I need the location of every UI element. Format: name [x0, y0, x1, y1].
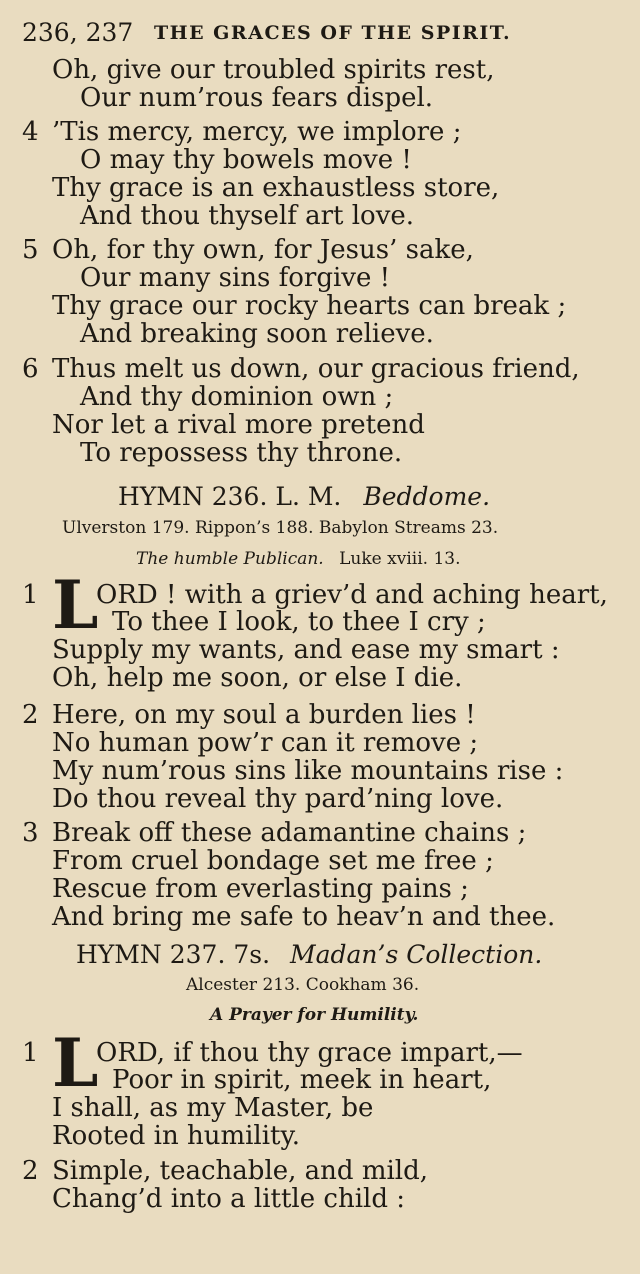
running-title: THE GRACES OF THE SPIRIT.	[154, 22, 512, 44]
verse-line: Break off these adamantine chains ;	[52, 818, 527, 848]
hymn-number-meter: HYMN 236. L. M.	[118, 482, 342, 511]
verse-line: Supply my wants, and ease my smart :	[52, 635, 560, 665]
tune-list: Alcester 213. Cookham 36.	[186, 975, 420, 995]
hymn-subject	[136, 551, 460, 568]
verse-line: Thy grace is an exhaustless store,	[52, 173, 500, 203]
verse-line: Chang’d into a little child :	[52, 1184, 405, 1214]
verse-line: Oh, help me soon, or else I die.	[52, 663, 463, 693]
verse-line: No human pow’r can it remove ;	[52, 728, 479, 758]
verse-number: 2	[22, 700, 39, 730]
verse-line: And breaking soon relieve.	[80, 319, 434, 349]
verse-line: I shall, as my Master, be	[52, 1093, 374, 1123]
tune-list: Ulverston 179. Rippon’s 188. Babylon Streams 23.	[62, 518, 499, 538]
hymn-author: Beddome.	[363, 482, 491, 511]
verse-line: And thy dominion own ;	[80, 382, 394, 412]
verse-number: 1	[22, 580, 39, 610]
verse-line: Here, on my soul a burden lies !	[52, 700, 476, 730]
verse-line: To repossess thy throne.	[80, 438, 403, 468]
verse-line: ’Tis mercy, mercy, we implore ;	[52, 117, 462, 147]
verse-line: ORD ! with a griev’d and aching heart,	[96, 580, 608, 610]
verse-number: 2	[22, 1156, 39, 1186]
verse-line: Nor let a rival more pretend	[52, 410, 425, 440]
verse-line: Rescue from everlasting pains ;	[52, 874, 469, 904]
hymn-title	[118, 484, 490, 509]
verse-line: My num’rous sins like mountains rise :	[52, 756, 564, 786]
verse-line: Simple, teachable, and mild,	[52, 1156, 429, 1186]
scripture-reference: Luke xviii. 13.	[339, 549, 461, 569]
verse-number: 6	[22, 354, 39, 384]
verse-number: 1	[22, 1038, 39, 1068]
hymn-subject: A Prayer for Humility.	[210, 1005, 419, 1025]
verse-line: Do thou reveal thy pard’ning love.	[52, 784, 504, 814]
verse-line: From cruel bondage set me free ;	[52, 846, 494, 876]
verse-line: Thy grace our rocky hearts can break ;	[52, 291, 567, 321]
verse-line: And bring me safe to heav’n and thee.	[52, 902, 556, 932]
hymn-title	[76, 942, 542, 967]
verse-number: 5	[22, 235, 39, 265]
verse-line: ORD, if thou thy grace impart,—	[96, 1038, 523, 1068]
verse-line: Thus melt us down, our gracious friend,	[52, 354, 580, 384]
verse-line: And thou thyself art love.	[80, 201, 415, 231]
verse-number: 3	[22, 818, 39, 848]
verse-line: To thee I look, to thee I cry ;	[112, 607, 486, 637]
drop-cap: L	[52, 1024, 99, 1102]
verse-line: O may thy bowels move !	[80, 145, 412, 175]
running-header	[22, 18, 622, 48]
subject-title: The humble Publican.	[136, 549, 324, 569]
page-numbers: 236, 237	[22, 18, 134, 47]
verse-line: Poor in spirit, meek in heart,	[112, 1065, 492, 1095]
verse-number: 4	[22, 117, 39, 147]
verse-line: Our num’rous fears dispel.	[80, 83, 434, 113]
drop-cap: L	[52, 566, 99, 644]
hymn-author: Madan’s Collection.	[289, 940, 543, 969]
hymn-number-meter: HYMN 237. 7s.	[76, 940, 271, 969]
verse-line: Oh, give our troubled spirits rest,	[52, 55, 495, 85]
verse-line: Rooted in humility.	[52, 1121, 300, 1151]
verse-line: Our many sins forgive !	[80, 263, 391, 293]
verse-line: Oh, for thy own, for Jesus’ sake,	[52, 235, 474, 265]
